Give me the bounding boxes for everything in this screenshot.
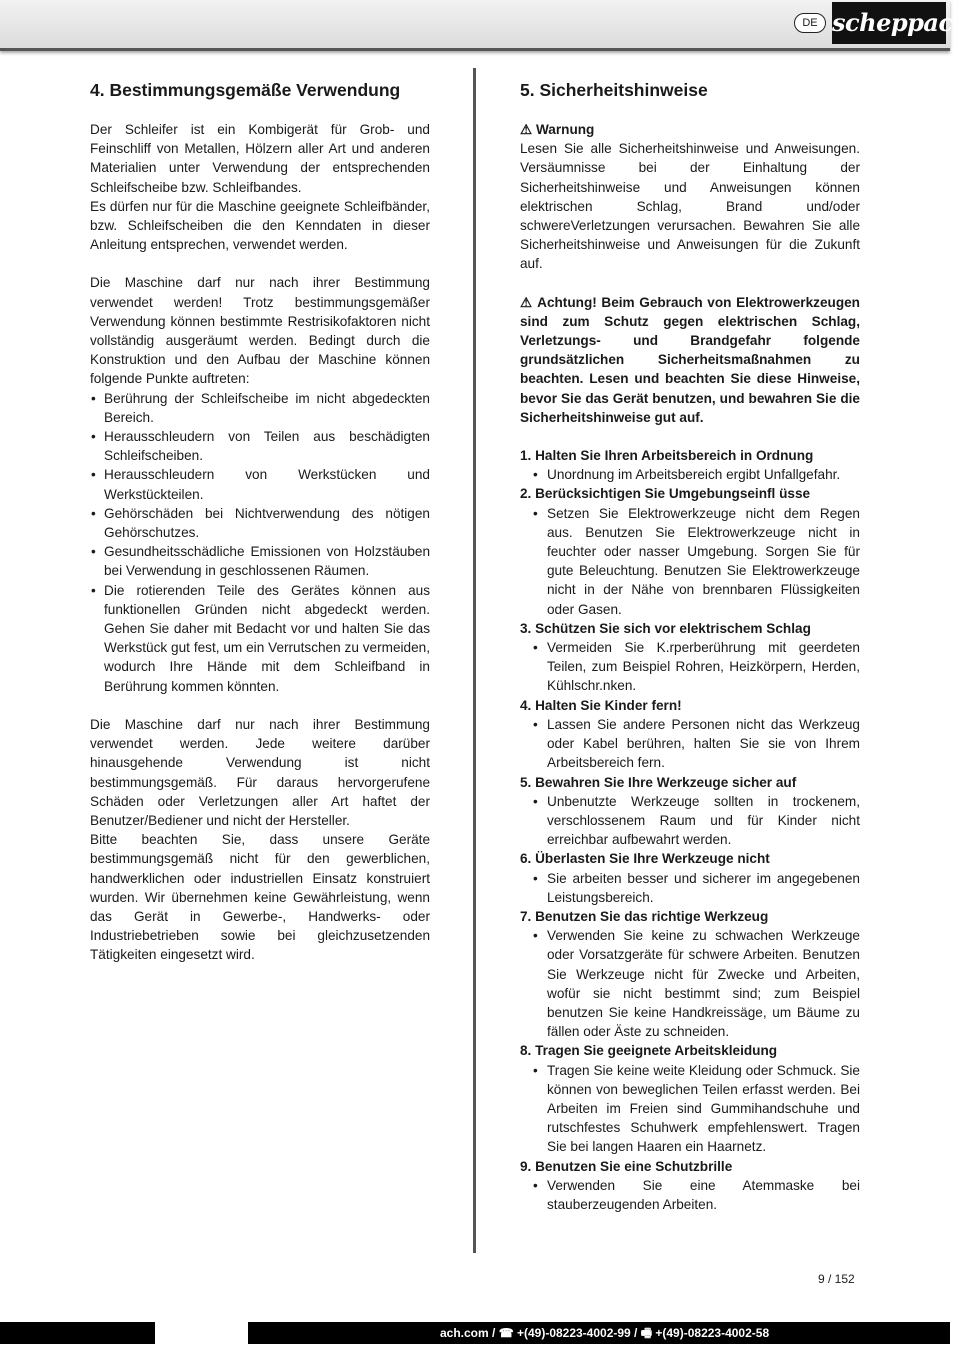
paragraph: Es dürfen nur für die Maschine geeignete Schleifbänder, bzw. Schleifscheiben die den Kenndaten in dieser Anleitung entsprechen, verwendet werden. [90,198,430,253]
safety-item-text: • Verwenden Sie eine Atemmaske bei stauberzeugenden Arbeiten. [520,1176,860,1214]
column-divider [473,68,476,1253]
safety-item-text: • Tragen Sie keine weite Kleidung oder Schmuck. Sie können von beweglichen Teilen erfasst werden. Bei Arbeiten im Freien sind Gummihandschuhe und rutschfestes Schuhwerk empfehlenswert. Tragen Sie bei langen Haaren ein Haarnetz. [520,1061,860,1157]
paragraph: Lesen Sie alle Sicherheitshinweise und Anweisungen. Versäumnisse bei der Einhaltung der Sicherheitshinweise und Anweisungen können elektrischen Schlag, Brand und/oder schwereVerletzungen verursachen. Bewahren Sie alle Sicherheitshinweise und Anweisungen für die Zukunft auf. [520,141,860,272]
safety-item-title: 8. Tragen Sie geeignete Arbeitskleidung [520,1043,778,1059]
safety-item-title: 1. Halten Sie Ihren Arbeitsbereich in Ordnung [520,448,814,464]
paragraph: Der Schleifer ist ein Kombigerät für Grob- und Feinschliff von Metallen, Hölzern aller Art und anderen Materialien unter Verwendung der entsprechenden Schleifscheibe bzw. Schleifbandes. [90,122,430,195]
section-heading-safety: 5. Sicherheitshinweise [520,80,708,100]
paragraph: Die Maschine darf nur nach ihrer Bestimmung verwendet werden! Trotz bestimmungsgemäßer Verwendung können bestimmte Restrisikofaktoren nicht vollständig ausgeräumt werden. Bedingt durch die Konstruktion und den Aufbau der Maschine können folgende Punkte auftreten: [90,275,430,387]
safety-item-title: 9. Benutzen Sie eine Schutzbrille [520,1158,733,1174]
safety-item-title: 7. Benutzen Sie das richtige Werkzeug [520,908,769,924]
safety-item-title: 3. Schützen Sie sich vor elektrischem Schlag [520,620,811,636]
list-item: • Herausschleudern von Werkstücken und Werkstückteilen. [90,465,430,503]
paragraph: Bitte beachten Sie, dass unsere Geräte bestimmungsgemäß nicht für den gewerblichen, handwerklichen oder industriellen Einsatz konstruiert wurden. Wir übernehmen keine Gewährleistung, wenn das Gerät in Gewerbe-, Handwerks- oder Industriebetrieben sowie bei gleichzusetzenden Tätigkeiten eingesetzt wird. [90,832,430,963]
language-badge: DE [794,13,826,33]
header-bar [0,0,970,51]
right-column [520,78,860,1214]
list-item: • Herausschleudern von Teilen aus beschädigten Schleifscheiben. [90,427,430,465]
footer-bar [0,1322,950,1344]
safety-item-title: 6. Überlasten Sie Ihre Werkzeuge nicht [520,851,770,867]
safety-item-title: 5. Bewahren Sie Ihre Werkzeuge sicher auf [520,774,797,790]
list-item: • Die rotierenden Teile des Gerätes können aus funktionellen Gründen nicht abgedeckt werden. Gehen Sie daher mit Bedacht vor und halten Sie das Werkstück gut fest, um ein Verrutschen zu vermeiden, wodurch Ihre Hände mit dem Schleifband in Berührung kommen könnten. [90,581,430,696]
section-heading-intended-use: 4. Bestimmungsgemäße Verwendung [90,80,401,100]
list-item: • Berührung der Schleifscheibe im nicht abgedeckten Bereich. [90,389,430,427]
list-item: • Gehörschäden bei Nichtverwendung des nötigen Gehörschutzes. [90,504,430,542]
safety-item-title: 2. Berücksichtigen Sie Umgebungseinfl üsse [520,486,811,502]
risk-list [90,389,430,696]
attention-notice: ⚠ Achtung! Beim Gebrauch von Elektrowerkzeugen sind zum Schutz gegen elektrischen Schlag, Verletzungs- und Brandgefahr folgende grundsätzlichen Sicherheitsmaßnahmen zu beachten. Lesen und beachten Sie diese Hinweise, bevor Sie das Gerät benutzen, und bewahren Sie die Sicherheitshinweise gut auf. [520,294,860,425]
safety-item-text: • Vermeiden Sie K.rperberührung mit geerdeten Teilen, zum Beispiel Rohren, Heizkörpern, Herden, Kühlschr.nken. [520,638,860,696]
safety-item-text: • Unbenutzte Werkzeuge sollten in trockenem, verschlossenem Raum und für Kinder nicht erreichbar aufbewahrt werden. [520,792,860,850]
warning-title: ⚠ Warnung [520,122,595,137]
left-column [90,78,430,965]
paragraph: Die Maschine darf nur nach ihrer Bestimmung verwendet werden. Jede weitere darüber hinausgehende Verwendung ist nicht bestimmungsgemäß. Für daraus hervorgerufene Schäden oder Verletzungen aller Art haftet der Benutzer/Bediener und nicht der Hersteller. [90,716,430,828]
safety-item-text: • Sie arbeiten besser und sicherer im angegebenen Leistungsbereich. [520,869,860,907]
safety-item-text: • Lassen Sie andere Personen nicht das Werkzeug oder Kabel berühren, halten Sie sie von Ihrem Arbeitsbereich fern. [520,715,860,773]
list-item: • Gesundheitsschädliche Emissionen von Holzstäuben bei Verwendung in geschlossenen Räumen. [90,542,430,580]
safety-item-text: • Verwenden Sie keine zu schwachen Werkzeuge oder Vorsatzgeräte für schwere Arbeiten. Benutzen Sie Werkzeuge nicht für Zwecke und Arbeiten, wofür sie nicht bestimmt sind; zum Beispiel benutzen Sie keine Handkreissäge, um Bäume zu fällen oder Äste zu schneiden. [520,926,860,1041]
brand-logo: scheppach [832,2,946,44]
safety-item-title: 4. Halten Sie Kinder fern! [520,697,682,713]
page-number: 9 / 152 [818,1272,855,1286]
safety-item-text: • Setzen Sie Elektrowerkzeuge nicht dem Regen aus. Benutzen Sie Elektrowerkzeuge nicht in feuchter oder nasser Umgebung. Sorgen Sie für gute Beleuchtung. Benutzen Sie Elektrowerkzeuge nicht in der Nähe von brennbaren Flüssigkeiten oder Gasen. [520,504,860,619]
safety-item-text: • Unordnung im Arbeitsbereich ergibt Unfallgefahr. [520,465,860,484]
footer-contact: ach.com / ☎ +(49)-08223-4002-99 / 🖷 +(49)-08223-4002-58 [440,1326,770,1340]
